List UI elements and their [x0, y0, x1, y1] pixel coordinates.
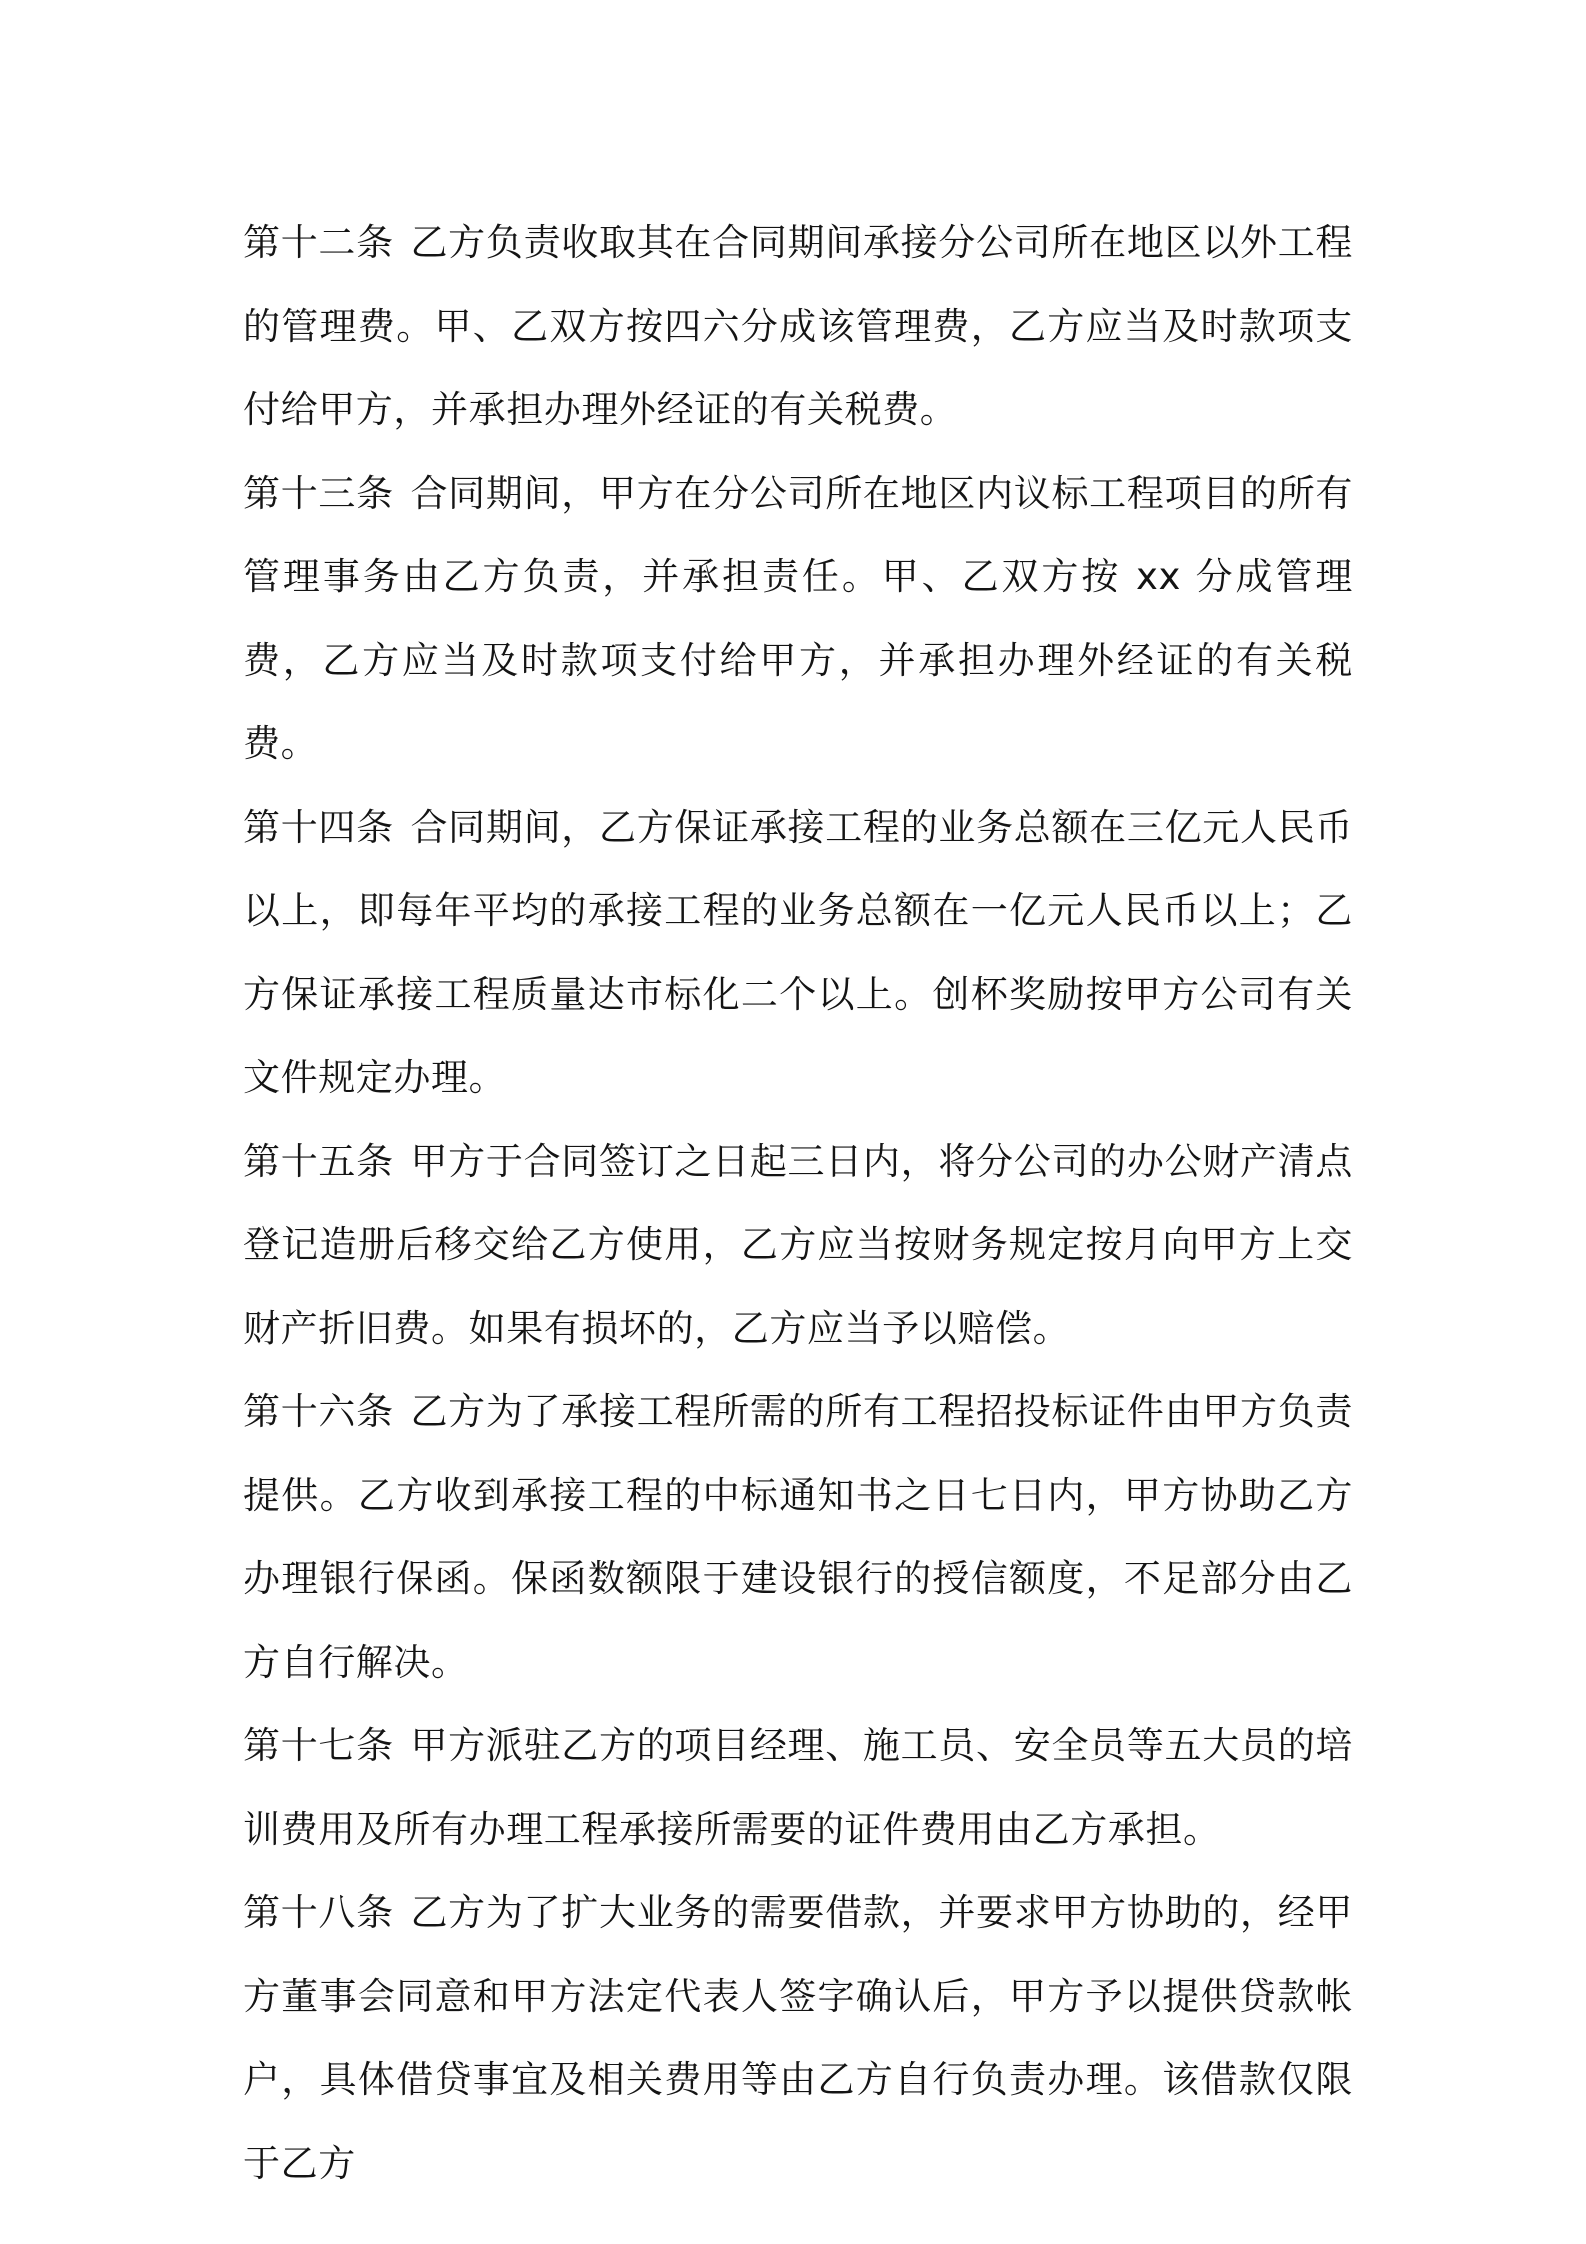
article-14 — [243, 786, 1353, 1120]
article-number: 第十二条 — [243, 221, 394, 264]
article-18 — [243, 1871, 1353, 2205]
article-15 — [243, 1120, 1353, 1371]
article-12 — [243, 201, 1353, 452]
article-number: 第十七条 — [243, 1724, 394, 1767]
article-text: 乙方为了扩大业务的需要借款，并要求甲方协助的，经甲方董事会同意和甲方法定代表人签字确认后，甲方予以提供贷款帐户，具体借贷事宜及相关费用等由乙方自行负责办理。该借款仅限于乙方 — [243, 1891, 1353, 2185]
article-16 — [243, 1370, 1353, 1704]
article-number: 第十三条 — [243, 471, 394, 515]
article-number: 第十八条 — [243, 1891, 394, 1934]
article-text: 甲方于合同签订之日起三日内，将分公司的办公财产清点登记造册后移交给乙方使用，乙方应当按财务规定按月向甲方上交财产折旧费。如果有损坏的，乙方应当予以赔偿。 — [243, 1139, 1353, 1350]
article-text: 乙方为了承接工程所需的所有工程招投标证件由甲方负责提供。乙方收到承接工程的中标通知书之日七日内，甲方协助乙方办理银行保函。保函数额限于建设银行的授信额度，不足部分由乙方自行解决。 — [243, 1390, 1353, 1684]
article-13 — [243, 452, 1353, 786]
article-17 — [243, 1704, 1353, 1871]
article-number: 第十四条 — [243, 805, 394, 849]
article-number: 第十六条 — [243, 1390, 394, 1433]
document-body — [243, 201, 1353, 2205]
article-text: 乙方负责收取其在合同期间承接分公司所在地区以外工程的管理费。甲、乙双方按四六分成该管理费，乙方应当及时款项支付给甲方，并承担办理外经证的有关税费。 — [243, 221, 1353, 431]
article-text: 甲方派驻乙方的项目经理、施工员、安全员等五大员的培训费用及所有办理工程承接所需要的证件费用由乙方承担。 — [243, 1724, 1353, 1851]
article-text: 合同期间，乙方保证承接工程的业务总额在三亿元人民币以上，即每年平均的承接工程的业务总额在一亿元人民币以上；乙方保证承接工程质量达市标化二个以上。创杯奖励按甲方公司有关文件规定办理。 — [243, 805, 1353, 1099]
article-number: 第十五条 — [243, 1139, 394, 1183]
article-text: 合同期间，甲方在分公司所在地区内议标工程项目的所有管理事务由乙方负责，并承担责任。甲、乙双方按 xx 分成管理费，乙方应当及时款项支付给甲方，并承担办理外经证的有关税费。 — [243, 471, 1353, 765]
